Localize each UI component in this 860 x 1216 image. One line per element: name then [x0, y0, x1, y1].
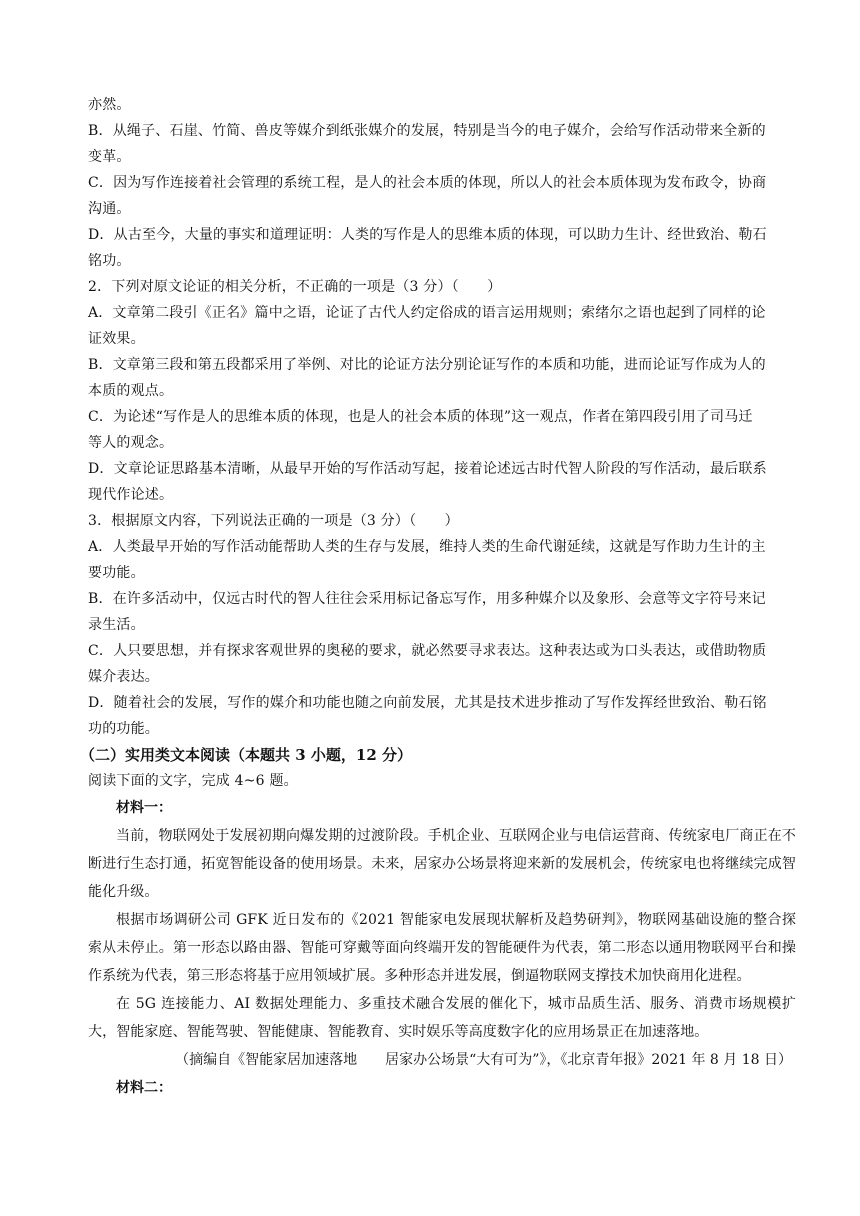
option-b-line: B．文章第三段和第五段都采用了举例、对比的论证方法分别论证写作的本质和功能，进而论证写作成为人的 [88, 357, 766, 373]
material-1-paragraph: 当前，物联网处于发展初期向爆发期的过渡阶段。手机企业、互联网企业与电信运营商、传统家电厂商正在不断进行生态打通，拓宽智能设备的使用场景。未来，居家办公场景将迎来新的发展机会，传统家电也将继续完成智能化升级。 [88, 828, 796, 900]
text-line: 等人的观念。 [88, 435, 174, 451]
option-d-line: D．从古至今，大量的事实和道理证明：人类的写作是人的思维本质的体现，可以助力生计、经世致治、勒石 [88, 227, 767, 243]
material-2-label: 材料二： [116, 1080, 172, 1096]
instruction: 阅读下面的文字，完成 4~6 题。 [88, 773, 298, 789]
option-b-line: B．从绳子、石崖、竹简、兽皮等媒介到纸张媒介的发展，特别是当今的电子媒介，会给写作活动带来全新的 [88, 123, 766, 139]
question-2: 2．下列对原文论证的相关分析，不正确的一项是（3 分）（ ） [88, 279, 502, 295]
material-1-paragraph: 根据市场调研公司 GFK 近日发布的《2021 智能家电发展现状解析及趋势研判》，物联网基础设施的整合探索从未停止。第一形态以路由器、智能可穿戴等面向终端开发的智能硬件为代表，第二形态以通用物联网平台和操作系统为代表，第三形态将基于应用领域扩展。多种形态并进发展，倒逼物联网支撑技术加快商用化进程。 [88, 912, 796, 984]
section-title: （二）实用类文本阅读（本题共 3 小题，12 分） [80, 746, 412, 764]
text-line: 铭功。 [88, 253, 131, 269]
option-c-line: C．因为写作连接着社会管理的系统工程，是人的社会本质的体现，所以人的社会本质体现为发布政令，协商 [88, 175, 767, 191]
text-line: 沟通。 [88, 201, 131, 217]
text-line: 证效果。 [88, 331, 145, 347]
text-line: 现代作论述。 [88, 487, 174, 503]
text-line: 本质的观点。 [88, 383, 174, 399]
option-b-line: B．在许多活动中，仅远古时代的智人往往会采用标记备忘写作，用多种媒介以及象形、会意等文字符号来记 [88, 591, 766, 607]
material-1-label: 材料一： [116, 800, 172, 816]
document-page [80, 92, 796, 1102]
text-line: 变革。 [88, 149, 131, 165]
option-a-line: A．文章第二段引《正名》篇中之语，论证了古代人约定俗成的语言运用规则；索绪尔之语也起到了同样的论 [88, 305, 766, 321]
text-line: 媒介表达。 [88, 669, 159, 685]
option-a-line: A．人类最早开始的写作活动能帮助人类的生存与发展，维持人类的生命代谢延续，这就是写作助力生计的主 [88, 539, 766, 555]
option-c-line: C．人只要思想，并有探求客观世界的奥秘的要求，就必然要寻求表达。这种表达或为口头表达，或借助物质 [88, 643, 767, 659]
material-1-paragraph: 在 5G 连接能力、AI 数据处理能力、多重技术融合发展的催化下，城市品质生活、服务、消费市场规模扩大，智能家庭、智能驾驶、智能健康、智能教育、实时娱乐等高度数字化的应用场景正在加速落地。 [88, 996, 796, 1040]
option-d-line: D．文章论证思路基本清晰，从最早开始的写作活动写起，接着论述远古时代智人阶段的写作活动，最后联系 [88, 461, 767, 477]
text-line: 录生活。 [88, 617, 145, 633]
text-line: 亦然。 [88, 97, 131, 113]
option-c-line: C．为论述“写作是人的思维本质的体现，也是人的社会本质的体现”这一观点，作者在第四段引用了司马迁 [88, 409, 753, 425]
question-3: 3．根据原文内容，下列说法正确的一项是（3 分）（ ） [88, 513, 459, 529]
text-line: 功的功能。 [88, 721, 159, 737]
text-line: 要功能。 [88, 565, 145, 581]
source-citation: （摘编自《智能家居加速落地 居家办公场景“大有可为”》，《北京青年报》2021 年 8 月 18 日） [175, 1052, 792, 1068]
option-d-line: D．随着社会的发展，写作的媒介和功能也随之向前发展，尤其是技术进步推动了写作发挥经世致治、勒石铭 [88, 695, 767, 711]
